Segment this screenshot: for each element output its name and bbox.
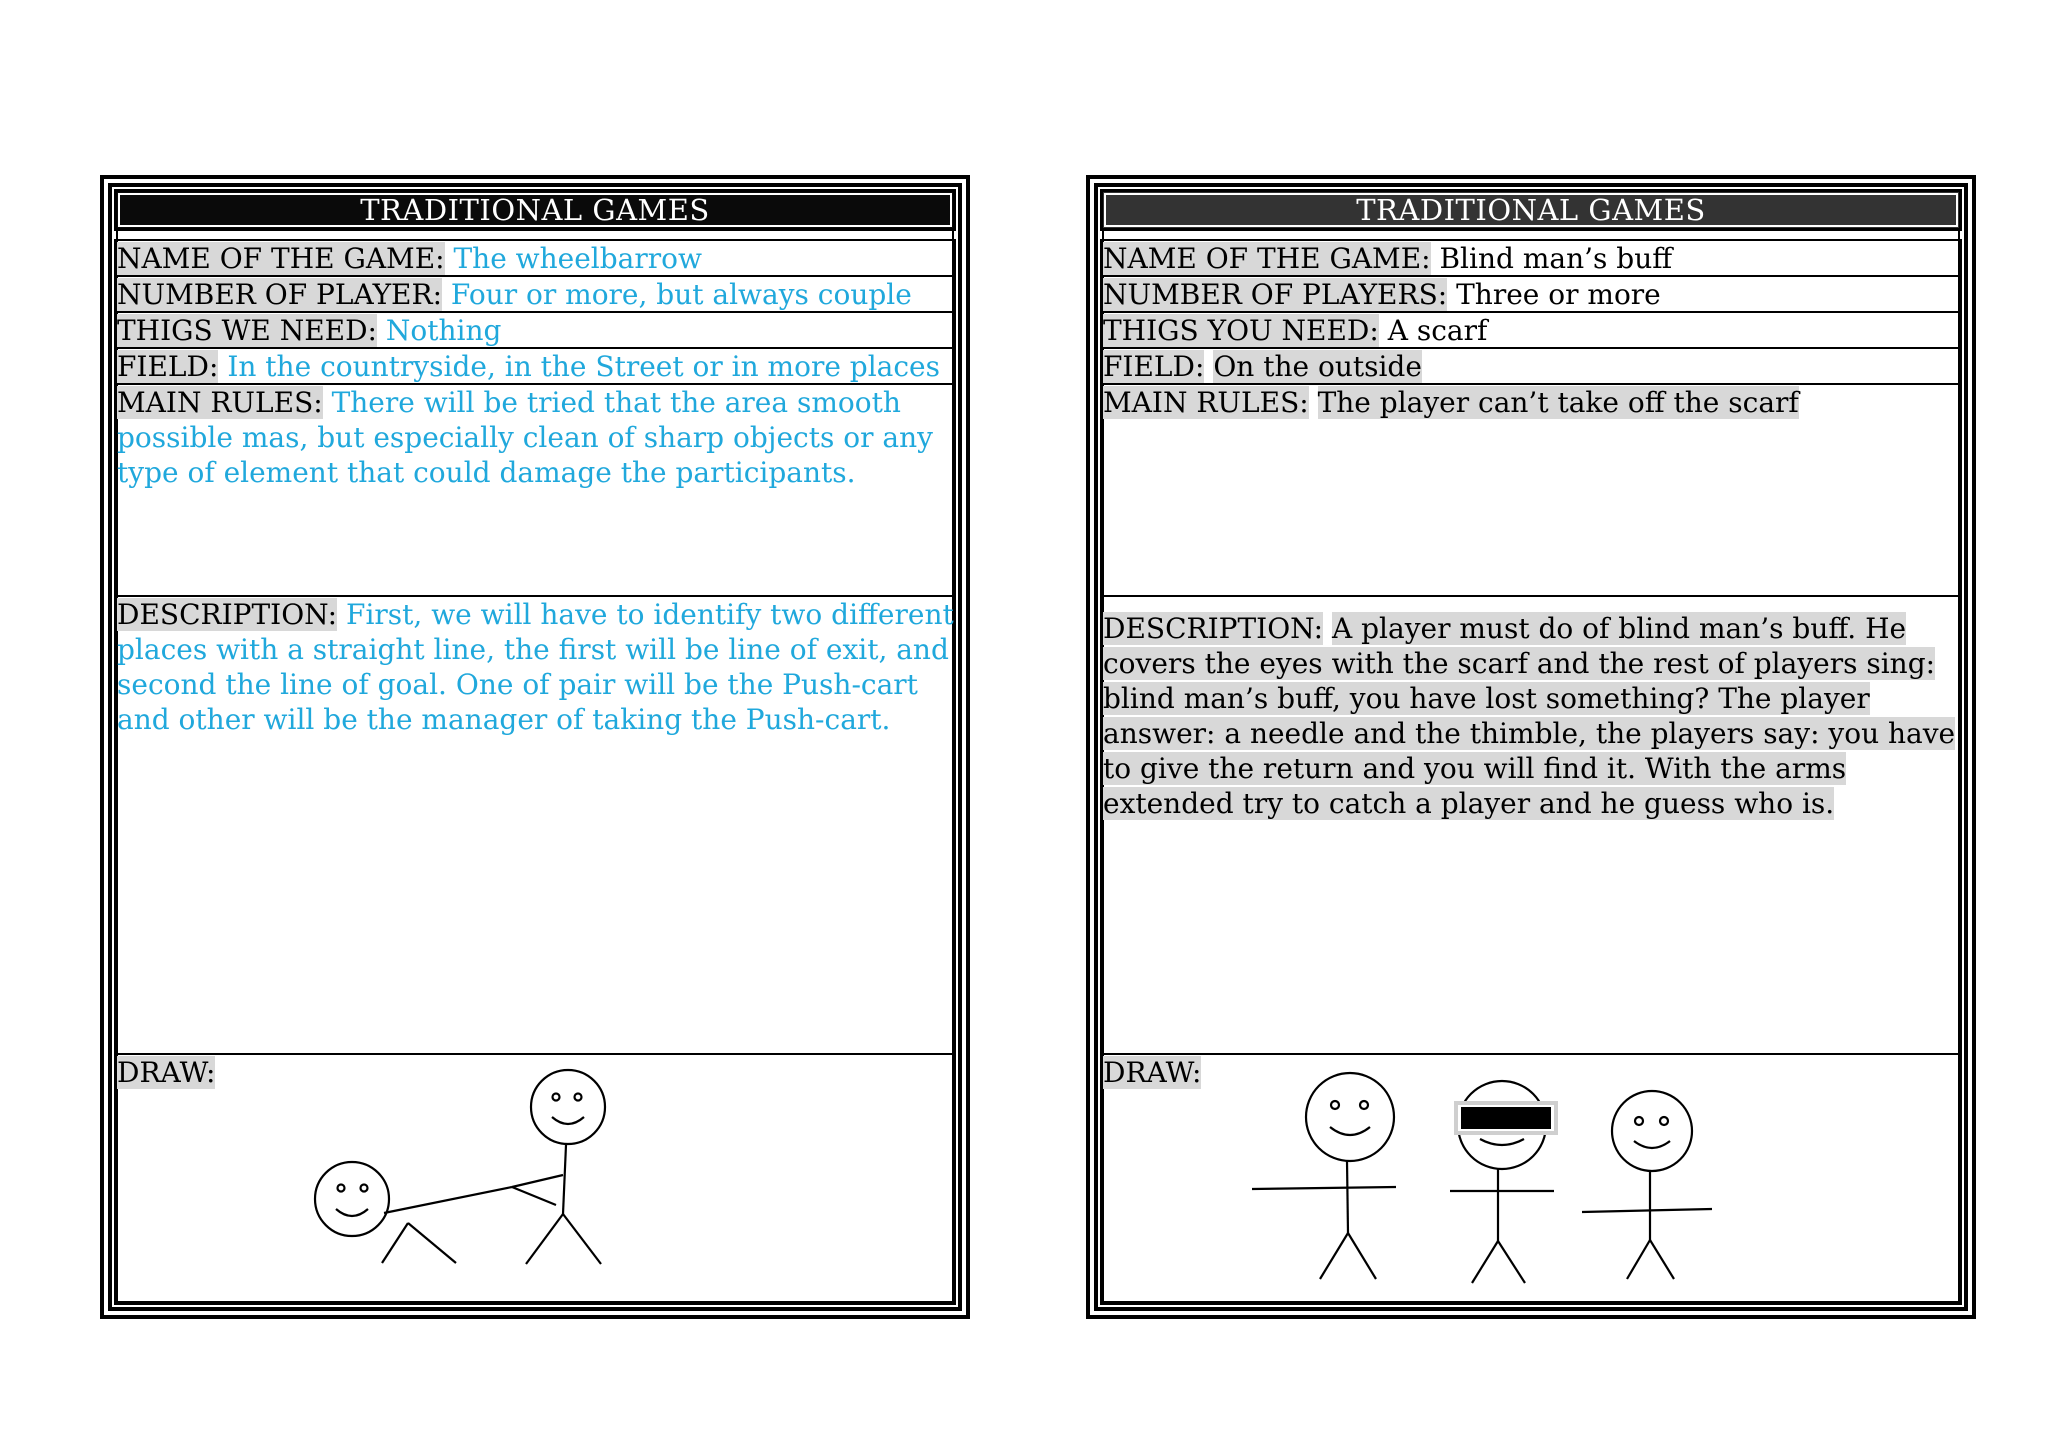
face-icon (315, 1162, 389, 1236)
description-value: A player must do of blind man’s buff. He covers the eyes with the scarf and the rest of players sing: blind man’s buff, you have lost something? The player answer: a needle and the thimble, the players say: you have to give the return and you will find it. With the arms extended try to catch a player and he guess who is. (1103, 612, 1956, 820)
rules-value: There will be tried that the area smooth possible mas, but especially clean of sharp objects or any type of element that could damage the participants. (117, 386, 933, 489)
card-title: TRADITIONAL GAMES (1100, 189, 1962, 231)
card-title: TRADITIONAL GAMES (114, 189, 956, 231)
draw-box (1100, 1053, 1962, 1305)
field-value: On the outside (1213, 350, 1422, 383)
field-value: In the countryside, in the Street or in more places (227, 350, 940, 383)
things-label: THIGS YOU NEED: (1103, 314, 1379, 347)
face-icon (1612, 1091, 1692, 1171)
players-row (1100, 275, 1962, 313)
rules-box (1100, 383, 1962, 597)
players-value: Three or more (1456, 278, 1661, 311)
description-label: DESCRIPTION: (117, 598, 338, 631)
things-label: THIGS WE NEED: (117, 314, 377, 347)
field-row (1100, 347, 1962, 385)
wheelbarrow-drawing (116, 1055, 956, 1305)
field-label: FIELD: (117, 350, 219, 383)
description-value: First, we will have to identify two different places with a straight line, the first will be line of exit, and second the line of goal. One of pair will be the Push-cart and other will be the manager of taking the Push-cart. (117, 598, 954, 736)
description-box (1100, 595, 1962, 1055)
blindfold-scarf-icon (1456, 1103, 1556, 1133)
face-icon (531, 1070, 605, 1144)
description-label: DESCRIPTION: (1103, 612, 1324, 645)
description-box (114, 595, 956, 1055)
rules-label: MAIN RULES: (117, 386, 323, 419)
blind-mans-buff-drawing (1102, 1055, 1962, 1305)
game-name-label: NAME OF THE GAME: (1103, 242, 1431, 275)
draw-label: DRAW: (117, 1056, 216, 1089)
players-label: NUMBER OF PLAYER: (117, 278, 443, 311)
face-icon (1306, 1073, 1394, 1161)
players-value: Four or more, but always couple (450, 278, 912, 311)
draw-label: DRAW: (1103, 1056, 1202, 1089)
draw-box (114, 1053, 956, 1305)
things-row (114, 311, 956, 349)
game-name-label: NAME OF THE GAME: (117, 242, 445, 275)
game-card-blind-mans-buff (1086, 175, 1976, 1319)
field-row (114, 347, 956, 385)
game-name-value: The wheelbarrow (453, 242, 702, 275)
things-value: Nothing (385, 314, 502, 347)
players-row (114, 275, 956, 313)
game-card-wheelbarrow (100, 175, 970, 1319)
field-label: FIELD: (1103, 350, 1205, 383)
things-value: A scarf (1387, 314, 1488, 347)
game-name-row (1100, 239, 1962, 277)
rules-label: MAIN RULES: (1103, 386, 1309, 419)
game-name-value: Blind man’s buff (1439, 242, 1673, 275)
game-name-row (114, 239, 956, 277)
rules-box (114, 383, 956, 597)
players-label: NUMBER OF PLAYERS: (1103, 278, 1448, 311)
rules-value: The player can’t take off the scarf (1317, 386, 1799, 419)
things-row (1100, 311, 1962, 349)
